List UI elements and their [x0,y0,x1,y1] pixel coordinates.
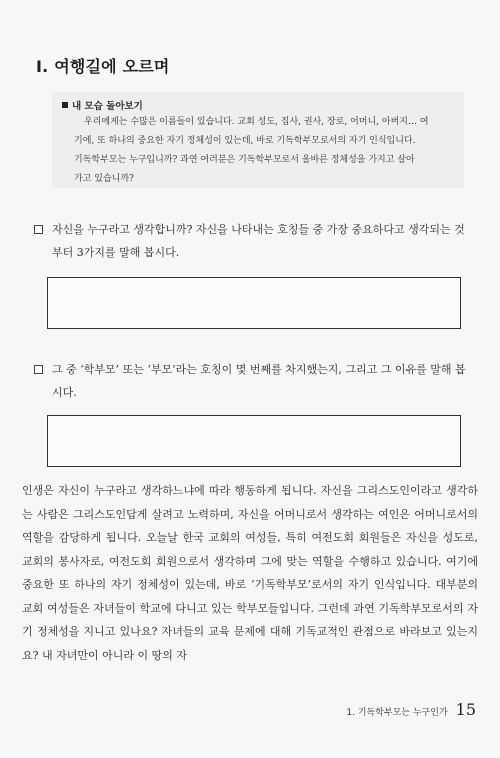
question-1 [34,218,466,264]
intro-line: 기에, 또 하나의 중요한 자기 정체성이 있는데, 바로 기독학부모로서의 자기 인식입니다. [74,136,416,146]
checkbox-icon [34,225,43,234]
intro-line: 기독학부모는 누구입니까? 과연 여러분은 기독학부모로서 올바른 정체성을 가지고 살아 [74,155,415,165]
intro-heading-text: 내 모습 돌아보기 [72,101,143,112]
page-footer [346,700,476,719]
section-title: Ⅰ. 여행길에 오르며 [36,57,170,76]
checkbox-icon [34,365,43,374]
question-2 [34,358,466,404]
body-paragraph: 인생은 자신이 누구라고 생각하느냐에 따라 행동하게 됩니다. 자신을 그리스도인이라고 생각하는 사람은 그리스도인답게 살려고 노력하며, 자신을 어머니로서 생각하는 여인은 어머니로서의 역할을 감당하게 됩니다. 오늘날 한국 교회의 여성들, 특히 여전도회 회원들은 자신을 성도로, 교회의 봉사자로, 여전도회 회원으로서 생각하며 그에 맞는 역할을 수행하고 있습니다. 여기에 중요한 또 하나의 자기 정체성이 있는데, 바로 ‘기독학부모’로서의 자기 인식입니다. 대부분의 교회 여성들은 자녀들이 학교에 다니고 있는 학부모들입니다. 그런데 과연 기독학부모로서의 자기 정체성을 지니고 있나요? 자녀들의 교육 문제에 대해 기독교적인 관점으로 바라보고 있는지요? 내 자녀만이 아니라 이 땅의 자 [22,484,478,662]
page-number: 15 [455,700,476,719]
intro-heading [62,98,143,112]
body-text [22,479,478,667]
question-text: 자신을 누구라고 생각합니까? 자신을 나타내는 호칭들 중 가장 중요하다고 생각되는 것부터 3가지를 말해 봅시다. [52,223,465,259]
chapter-label: 1. 기독학부모는 누구인가 [346,708,448,718]
question-text: 그 중 ‘학부모’ 또는 ‘부모’라는 호칭이 몇 번째를 차지했는지, 그리고 그 이유를 말해 봅시다. [52,363,466,399]
answer-box-2[interactable] [47,415,461,467]
intro-line: 가고 있습니까? [74,174,134,184]
intro-line: 우리에게는 수많은 이름들이 있습니다. 교회 성도, 집사, 권사, 장로, 어머니, 아버지… 여 [84,117,429,127]
answer-box-1[interactable] [47,277,461,329]
square-bullet-icon [62,102,68,108]
intro-text [74,113,458,189]
